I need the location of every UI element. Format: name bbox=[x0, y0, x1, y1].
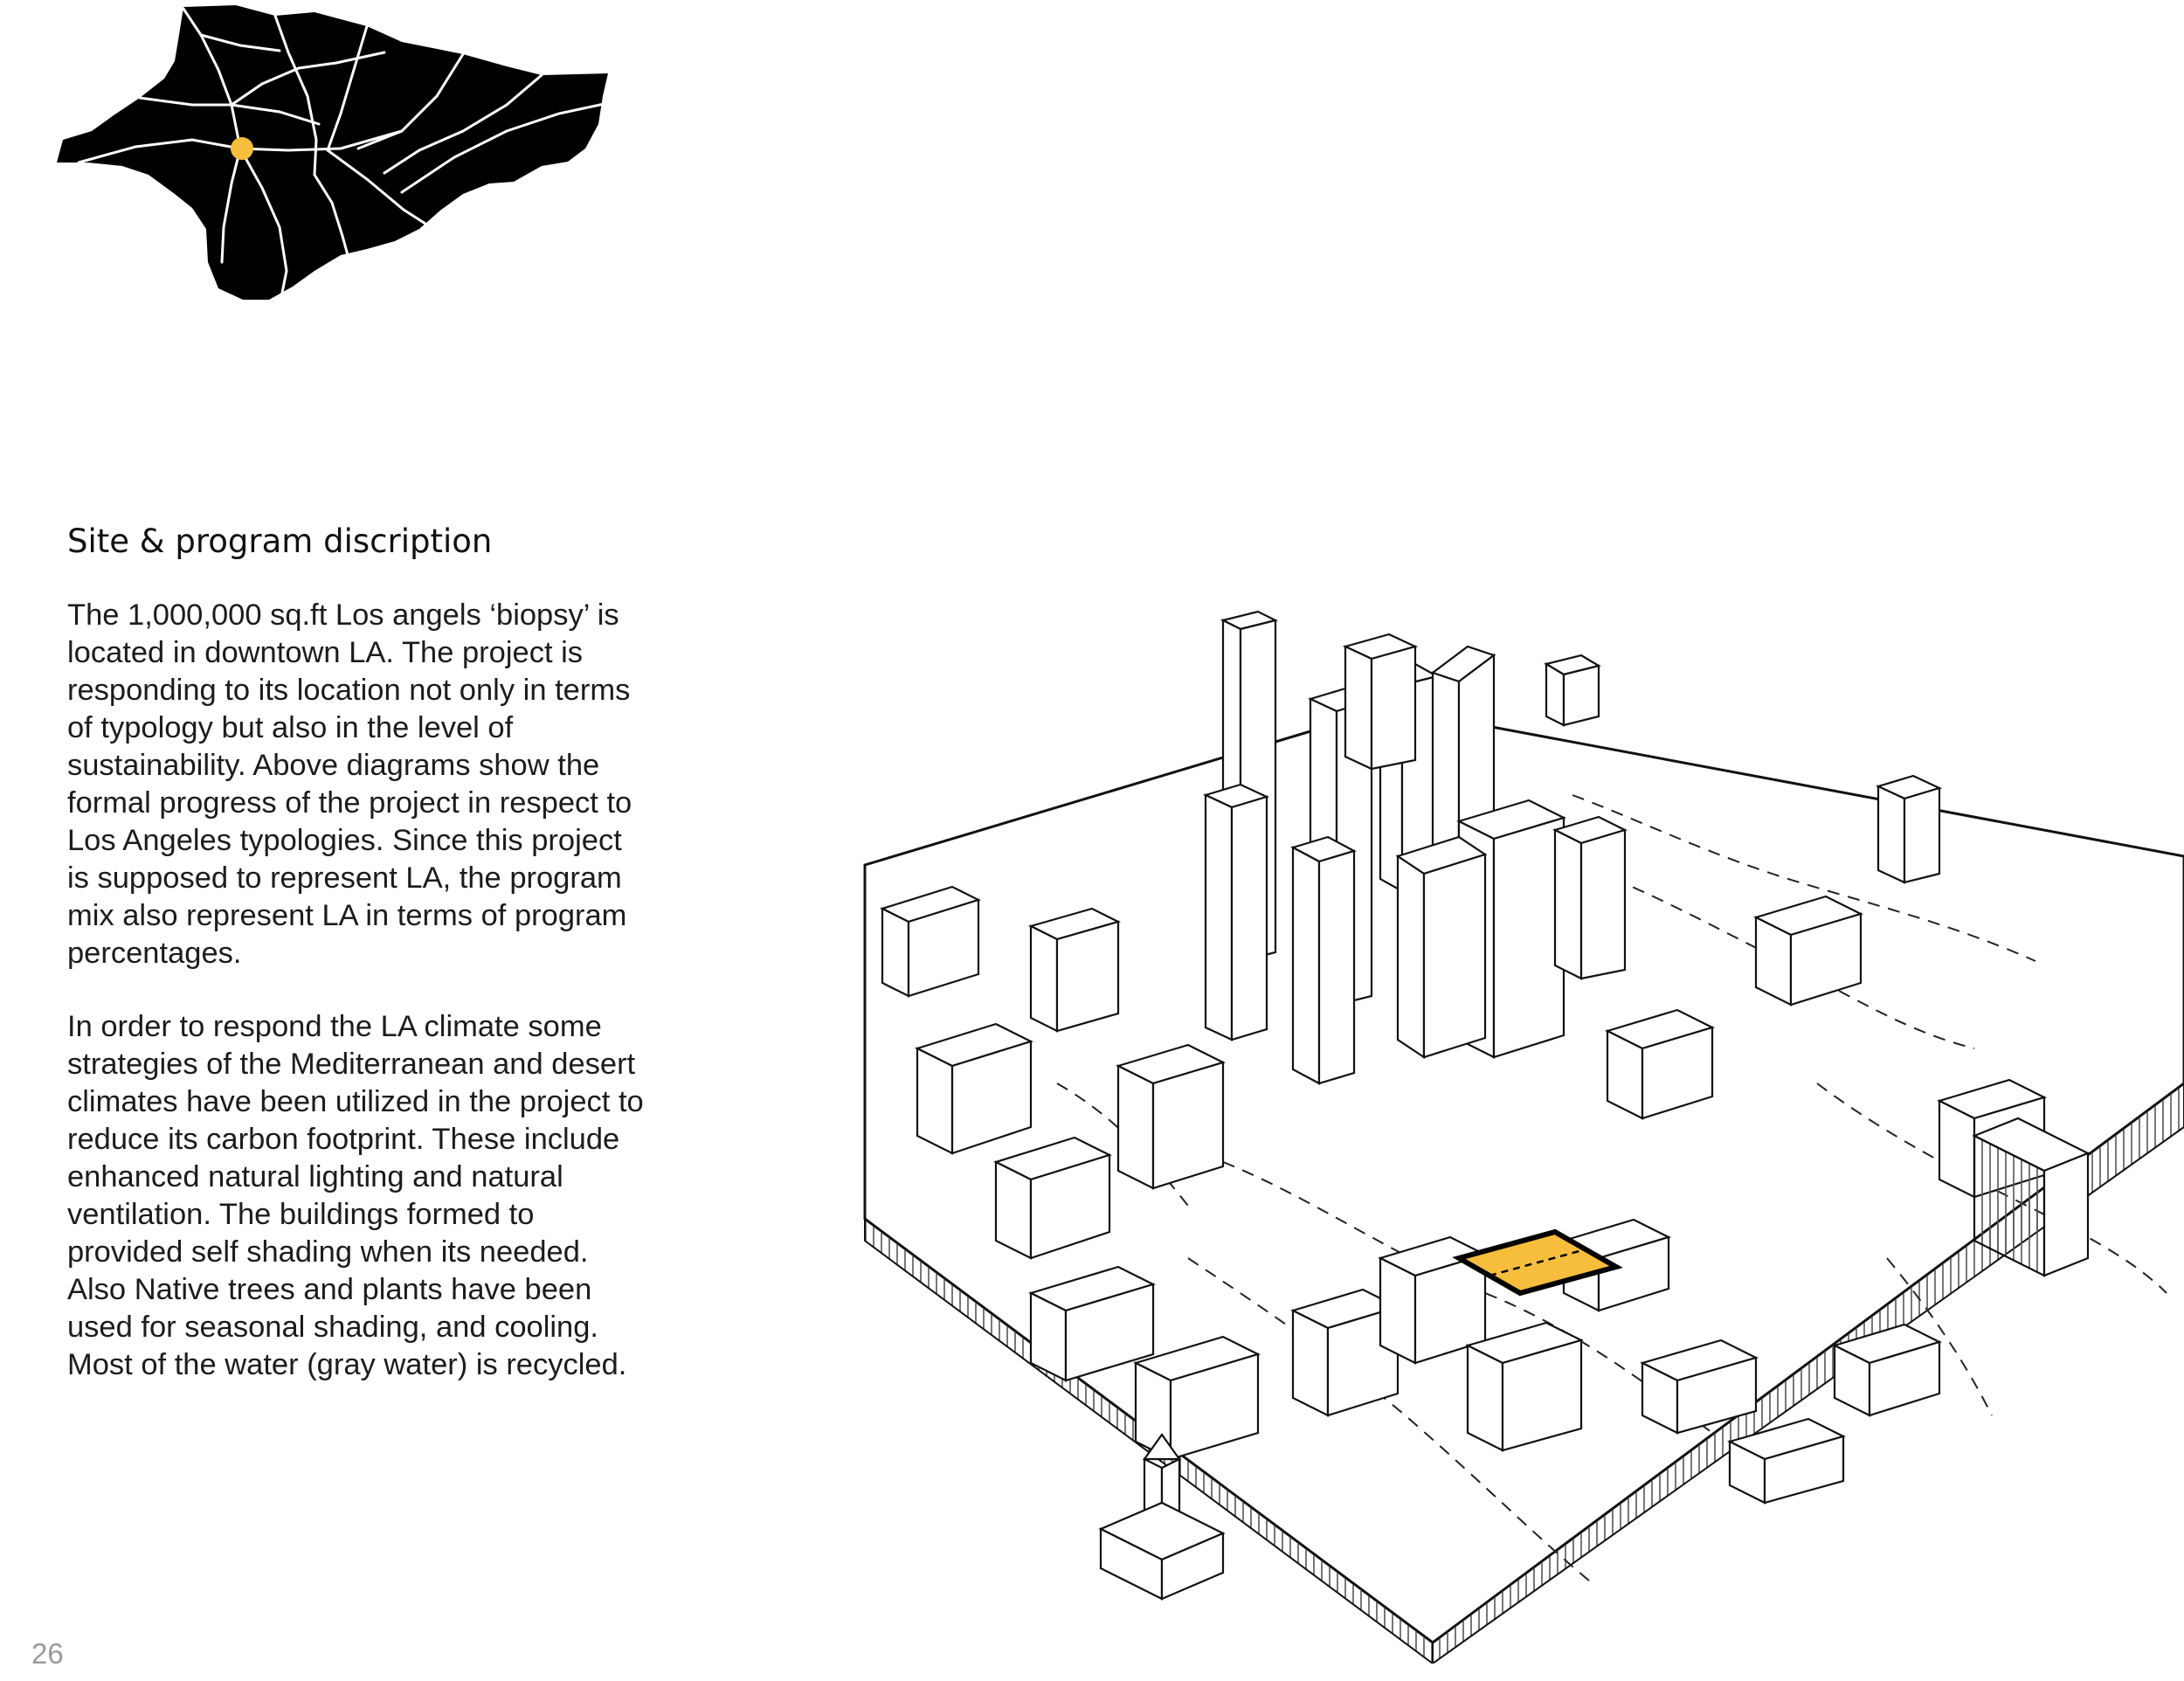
page-number: 26 bbox=[31, 1637, 64, 1670]
section-heading: Site & program discription bbox=[67, 522, 493, 560]
description-paragraph-2: In order to respond the LA climate some strategies of the Mediterranean and desert climates have been utilized in the project to reduce its carbon footprint. These include enhanced natural lighting and natural ventilation. The buildings formed to provided self shading when its needed. Also Native trees and plants have been used for seasonal shading, and cooling. Most of the water (gray water) is recycled. bbox=[67, 1010, 644, 1381]
site-location-marker bbox=[231, 137, 253, 160]
downtown-axonometric-model bbox=[856, 594, 2184, 1664]
description-paragraph-1: The 1,000,000 sq.ft Los angels ‘biopsy’ is located in downtown LA. The project is responding to its location not only in terms of typology but also in the level of sustainability. Above diagrams show the formal progress of the project in respect to Los Angeles typologies. Since this project is supposed to represent LA, the program mix also represent LA in terms of program percentages. bbox=[67, 598, 632, 970]
la-county-map bbox=[52, 0, 620, 332]
